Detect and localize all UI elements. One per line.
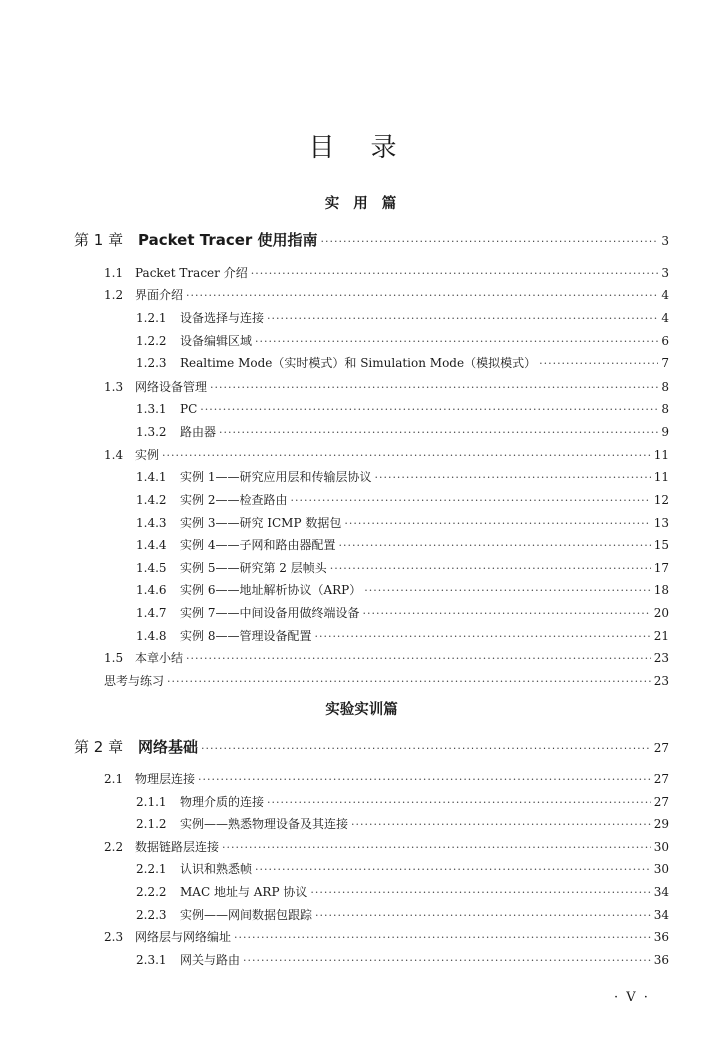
dot-leader [186,649,651,669]
toc-entry [104,837,669,857]
toc-page-number: 30 [653,862,669,876]
toc-page-number: 36 [653,930,669,944]
page-title: 目录 [308,133,433,163]
toc-label: 实例 2——检查路由 [180,493,288,507]
toc-entry [136,558,669,578]
toc-entry [136,331,669,351]
toc-number: 2.2.2 [136,885,167,899]
toc-entry [136,308,669,328]
toc-label: 思考与练习 [104,674,165,688]
toc-number: 1.2.2 [136,334,167,348]
toc-number: 第 1 章 [74,231,124,249]
dot-leader [267,309,658,329]
toc-number: 1.1 [104,266,124,280]
toc-entry [136,626,669,646]
toc-label: 实例 4——子网和路由器配置 [180,538,336,552]
dot-leader [234,928,651,948]
toc-label: 网关与路由 [180,953,241,967]
dot-leader [255,332,658,352]
toc-entry [104,671,669,691]
toc-page-number: 34 [653,908,669,922]
toc-page-number: 36 [653,953,669,967]
toc-label: Packet Tracer 介绍 [135,266,248,280]
toc-page-number: 27 [653,772,669,786]
dot-leader [374,468,650,488]
toc-label: PC [180,402,198,416]
toc-number: 2.3.1 [136,953,167,967]
dot-leader [330,559,651,579]
toc-label: 物理介质的连接 [180,795,265,809]
toc-number: 1.4.7 [136,606,167,620]
toc-number: 1.4.5 [136,561,167,575]
toc-number: 2.2.1 [136,862,167,876]
toc-entry [104,285,669,305]
toc-number: 2.2 [104,840,124,854]
toc-number: 1.3.1 [136,402,167,416]
toc-entry [136,905,669,925]
toc-number: 1.4.2 [136,493,167,507]
dot-leader [321,232,659,252]
page-number-footer: · V · [614,990,650,1005]
toc-label: 网络层与网络编址 [135,930,232,944]
dot-leader [315,906,651,926]
dot-leader [364,581,650,601]
toc-label: Packet Tracer 使用指南 [138,231,318,249]
part-heading: 实用篇 [324,196,411,212]
toc-label: 网络设备管理 [135,380,208,394]
toc-number: 1.3 [104,380,124,394]
dot-leader [344,514,650,534]
toc-label: 实例——熟悉物理设备及其连接 [180,817,349,831]
part-heading: 实验实训篇 [325,702,398,718]
toc-entry [136,882,669,902]
toc-entry [104,263,669,283]
toc-page-number: 23 [653,651,669,665]
toc-number: 1.2 [104,288,124,302]
toc-entry [136,792,669,812]
dot-leader [162,446,651,466]
toc-number: 2.1.1 [136,795,167,809]
toc-label: 网络基础 [138,738,199,756]
dot-leader [210,378,658,398]
toc-entry [136,399,669,419]
toc-label: 数据链路层连接 [135,840,220,854]
toc-entry [104,648,669,668]
toc-number: 1.4.1 [136,470,167,484]
toc-number: 1.4.8 [136,629,167,643]
toc-label: 界面介绍 [135,288,184,302]
toc-page-number: 4 [661,311,669,325]
toc-number: 1.5 [104,651,124,665]
dot-leader [267,793,651,813]
toc-label: 实例——网间数据包跟踪 [180,908,313,922]
dot-leader [201,739,651,759]
toc-label: Realtime Mode（实时模式）和 Simulation Mode（模拟模式） [180,356,537,370]
toc-page-number: 21 [653,629,669,643]
dot-leader [255,860,651,880]
toc-number: 第 2 章 [74,738,124,756]
dot-leader [314,627,650,647]
toc-chapter-entry [74,230,669,250]
toc-label: 实例 1——研究应用层和传输层协议 [180,470,372,484]
toc-chapter-entry [74,737,669,757]
toc-entry [104,769,669,789]
dot-leader [198,770,651,790]
toc-label: 设备编辑区域 [180,334,253,348]
dot-leader [290,491,650,511]
dot-leader [251,264,659,284]
toc-label: 实例 [135,448,160,462]
toc-entry [104,377,669,397]
dot-leader [200,400,658,420]
toc-label: 路由器 [180,425,217,439]
toc-page-number: 3 [661,266,669,280]
toc-page-number: 13 [653,516,669,530]
toc-page-number: 11 [653,448,669,462]
dot-leader [338,536,650,556]
toc-entry [104,927,669,947]
dot-leader [243,951,651,971]
toc-page-number: 3 [661,234,669,248]
toc-page-number: 15 [653,538,669,552]
toc-label: 认识和熟悉帧 [180,862,253,876]
toc-label: 实例 3——研究 ICMP 数据包 [180,516,342,530]
dot-leader [186,286,658,306]
toc-page-number: 30 [653,840,669,854]
toc-label: MAC 地址与 ARP 协议 [180,885,308,899]
toc-entry [136,580,669,600]
dot-leader [362,604,650,624]
toc-entry [136,603,669,623]
toc-entry [136,490,669,510]
toc-page-number: 20 [653,606,669,620]
toc-number: 1.2.1 [136,311,167,325]
toc-label: 设备选择与连接 [180,311,265,325]
toc-page-number: 4 [661,288,669,302]
toc-page-number: 27 [653,741,669,755]
toc-number: 1.4 [104,448,124,462]
toc-number: 2.2.3 [136,908,167,922]
toc-entry [136,513,669,533]
toc-entry [136,353,669,373]
toc-number: 1.3.2 [136,425,167,439]
dot-leader [222,838,651,858]
toc-number: 2.1 [104,772,124,786]
toc-label: 实例 7——中间设备用做终端设备 [180,606,360,620]
toc-page-number: 12 [653,493,669,507]
toc-page-number: 17 [653,561,669,575]
toc-entry [136,467,669,487]
toc-entry [136,950,669,970]
toc-number: 1.4.6 [136,583,167,597]
toc-label: 本章小结 [135,651,184,665]
toc-number: 1.4.3 [136,516,167,530]
toc-page-number: 8 [661,402,669,416]
toc-page-number: 9 [661,425,669,439]
dot-leader [310,883,650,903]
toc-entry [104,445,669,465]
toc-number: 2.1.2 [136,817,167,831]
dot-leader [219,423,658,443]
dot-leader [539,354,658,374]
toc-entry [136,859,669,879]
toc-entry [136,422,669,442]
toc-page-number: 7 [661,356,669,370]
toc-page-number: 6 [661,334,669,348]
toc-page-number: 18 [653,583,669,597]
toc-number: 1.4.4 [136,538,167,552]
toc-label: 物理层连接 [135,772,196,786]
toc-entry [136,814,669,834]
dot-leader [167,672,651,692]
toc-number: 2.3 [104,930,124,944]
toc-entry [136,535,669,555]
toc-label: 实例 6——地址解析协议（ARP） [180,583,362,597]
toc-page-number: 11 [653,470,669,484]
toc-page-number: 34 [653,885,669,899]
toc-label: 实例 8——管理设备配置 [180,629,312,643]
toc-page-number: 23 [653,674,669,688]
dot-leader [351,815,651,835]
toc-number: 1.2.3 [136,356,167,370]
toc-page-number: 27 [653,795,669,809]
toc-page-number: 8 [661,380,669,394]
toc-page-number: 29 [653,817,669,831]
toc-label: 实例 5——研究第 2 层帧头 [180,561,327,575]
